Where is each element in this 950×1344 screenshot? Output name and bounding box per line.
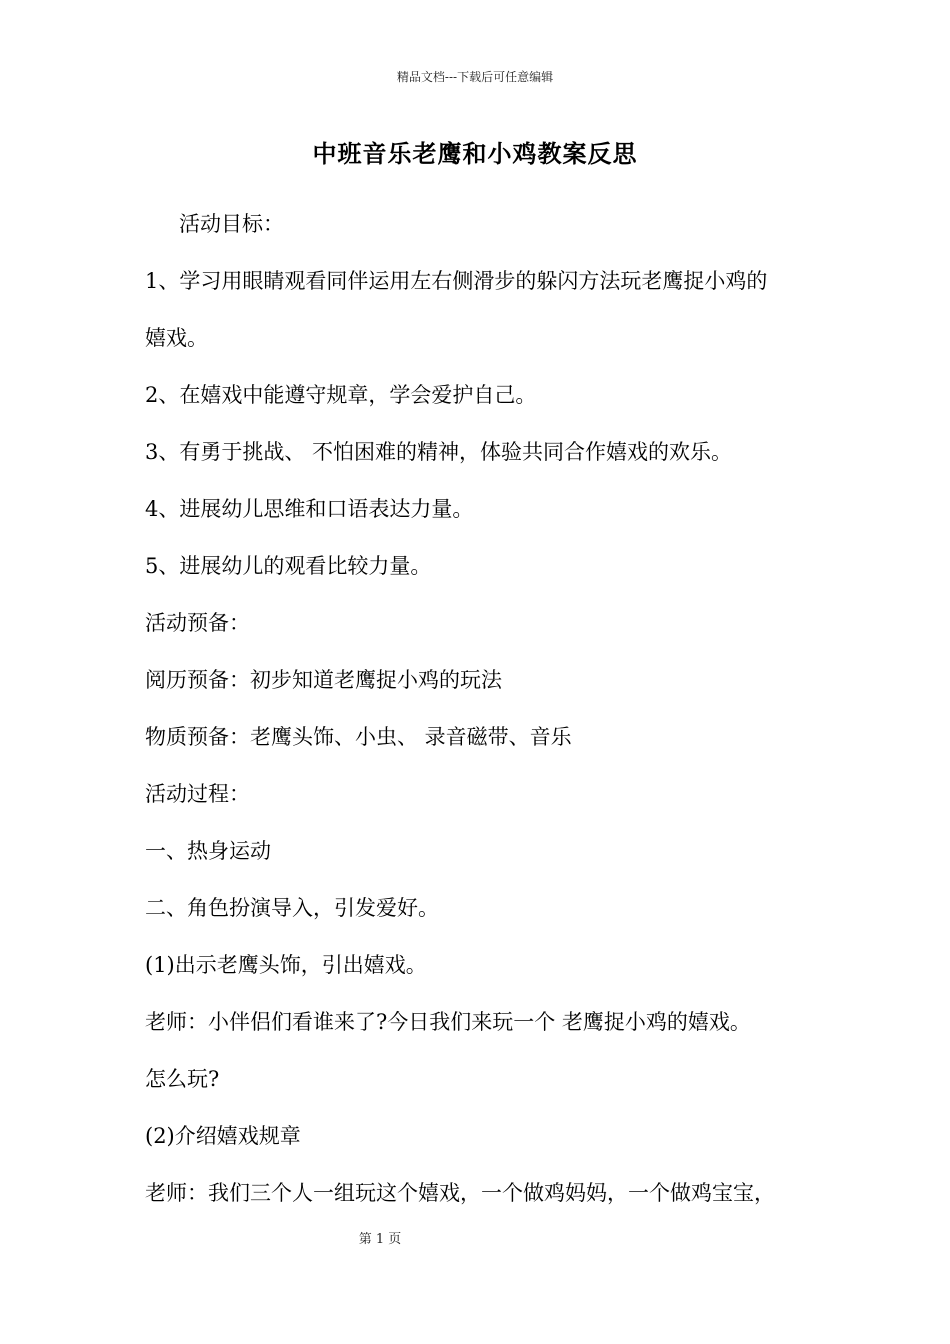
- paragraph: 活动目标：: [179, 212, 284, 236]
- paragraph: 老师：我们三个人一组玩这个嬉戏，一个做鸡妈妈，一个做鸡宝宝，: [145, 1181, 775, 1205]
- paragraph: 一、热身运动: [145, 839, 271, 863]
- paragraph: 二、角色扮演导入，引发爱好。: [145, 896, 439, 920]
- paragraph: 阅历预备：初步知道老鹰捉小鸡的玩法: [145, 668, 502, 692]
- paragraph: 2、在嬉戏中能遵守规章，学会爱护自己。: [145, 383, 537, 407]
- paragraph: 活动过程：: [145, 782, 250, 806]
- paragraph: 4、进展幼儿思维和口语表达力量。: [145, 497, 474, 521]
- paragraph: 嬉戏。: [145, 326, 208, 350]
- paragraph: 怎么玩?: [145, 1067, 220, 1091]
- document-title: 中班音乐老鹰和小鸡教案反思: [312, 139, 638, 168]
- paragraph: (2)介绍嬉戏规章: [145, 1124, 301, 1148]
- paragraph: 活动预备：: [145, 611, 250, 635]
- page-number: 第 1 页: [358, 1232, 402, 1247]
- paragraph: 1、学习用眼睛观看同伴运用左右侧滑步的躲闪方法玩老鹰捉小鸡的: [145, 269, 768, 293]
- document-body: [145, 196, 825, 1222]
- page-header: 精品文档---下载后可任意编辑: [396, 70, 554, 84]
- paragraph: 老师：小伴侣们看谁来了?今日我们来玩一个 老鹰捉小鸡的嬉戏。: [145, 1010, 751, 1034]
- paragraph: 3、有勇于挑战、 不怕困难的精神，体验共同合作嬉戏的欢乐。: [145, 440, 733, 464]
- paragraph: 5、进展幼儿的观看比较力量。: [145, 554, 432, 578]
- paragraph: 物质预备：老鹰头饰、小虫、 录音磁带、音乐: [145, 725, 572, 749]
- paragraph: (1)出示老鹰头饰，引出嬉戏。: [145, 953, 427, 977]
